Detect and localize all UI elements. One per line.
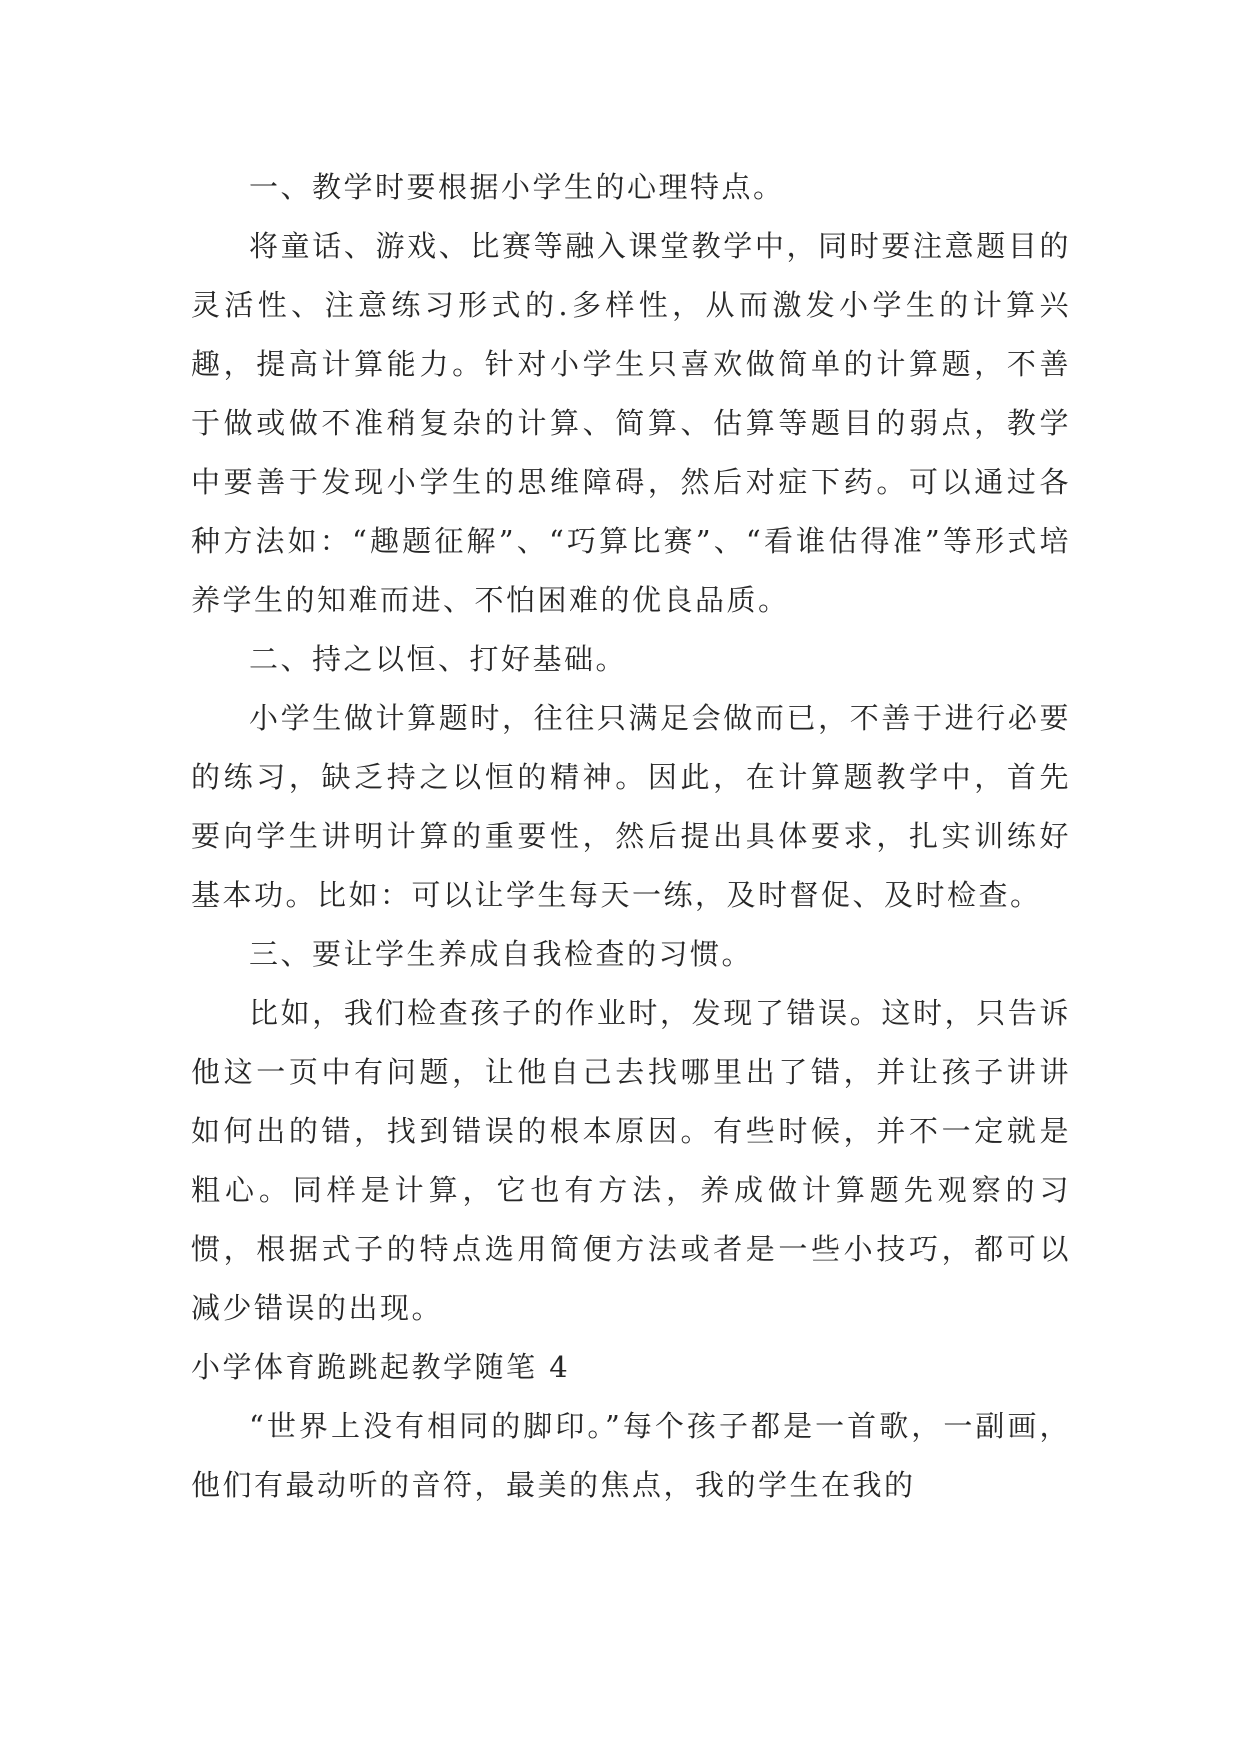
paragraph-6: 比如，我们检查孩子的作业时，发现了错误。这时，只告诉他这一页中有问题，让他自己去找哪里出了错，并让孩子讲讲如何出的错，找到错误的根本原因。有些时候，并不一定就是粗心。同样是计算，它也有方法，养成做计算题先观察的习惯，根据式子的特点选用简便方法或者是一些小技巧，都可以减少错误的出现。	[191, 996, 1071, 1325]
paragraph-5: 三、要让学生养成自我检查的习惯。	[249, 937, 754, 971]
paragraph-2: 将童话、游戏、比赛等融入课堂教学中，同时要注意题目的灵活性、注意练习形式的.多样性，从而激发小学生的计算兴趣，提高计算能力。针对小学生只喜欢做简单的计算题，不善于做或做不准稍复杂的计算、简算、估算等题目的弱点，教学中要善于发现小学生的思维障碍，然后对症下药。可以通过各种方法如：“趣题征解”、“巧算比赛”、“看谁估得准”等形式培养学生的知难而进、不怕困难的优良品质。	[191, 229, 1071, 617]
paragraph-3: 二、持之以恒、打好基础。	[249, 642, 628, 676]
closing-paragraph: “世界上没有相同的脚印。”每个孩子都是一首歌，一副画，他们有最动听的音符，最美的焦点，我的学生在我的	[191, 1409, 1071, 1502]
section-title: 小学体育跪跳起教学随笔 4	[191, 1350, 571, 1384]
document-body	[191, 158, 1071, 1515]
paragraph-1: 一、教学时要根据小学生的心理特点。	[249, 170, 785, 204]
paragraph-4: 小学生做计算题时，往往只满足会做而已，不善于进行必要的练习，缺乏持之以恒的精神。因此，在计算题教学中，首先要向学生讲明计算的重要性，然后提出具体要求，扎实训练好基本功。比如：可以让学生每天一练，及时督促、及时检查。	[191, 701, 1071, 912]
